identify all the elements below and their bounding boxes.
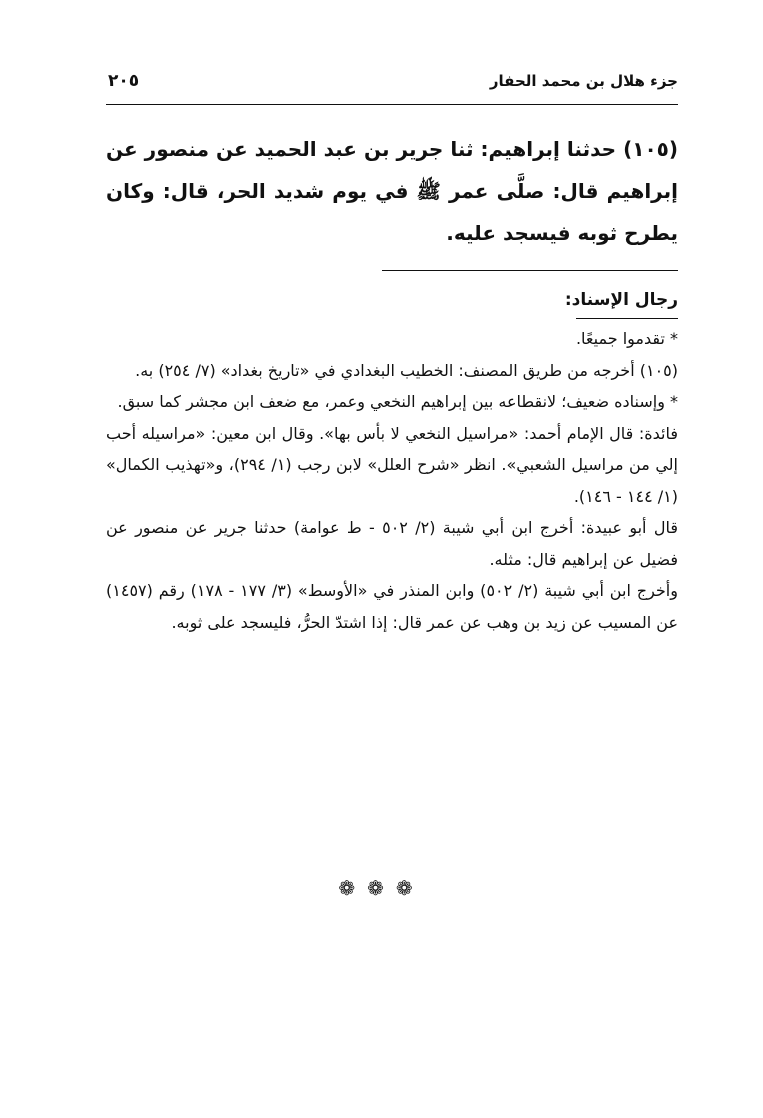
note-paragraph: (١٠٥) أخرجه من طريق المصنف: الخطيب البغدادي في «تاريخ بغداد» (٧/ ٢٥٤) به. xyxy=(135,360,678,380)
main-text: (١٠٥) حدثنا إبراهيم: ثنا جرير بن عبد الحميد عن منصور عن إبراهيم قال: صلَّى عمر ﷺ في يوم شديد الحر، قال: وكان يطرح ثوبه فيسجد عليه. xyxy=(106,137,678,245)
note-paragraph: فائدة: قال الإمام أحمد: «مراسيل النخعي لا بأس بها». وقال ابن معين: «مراسيله أحب إلي من مراسيل الشعبي». انظر «شرح العلل» لابن رجب (١/ ٢٩٤)، و«تهذيب الكمال» (١/ ١٤٤ - ١٤٦). xyxy=(106,423,678,506)
footnote-separator xyxy=(382,270,678,271)
note-paragraph: قال أبو عبيدة: أخرج ابن أبي شيبة (٢/ ٥٠٢ - ط عوامة) حدثنا جرير عن منصور عن فضيل عن إبراهيم قال: مثله. xyxy=(106,518,678,569)
page-number: ٢٠٥ xyxy=(108,71,140,91)
header-title: جزء هلال بن محمد الحفار xyxy=(489,72,678,90)
notes-heading: رجال الإسناد: xyxy=(564,290,678,310)
header-rule xyxy=(106,104,678,105)
footnotes xyxy=(106,323,678,638)
running-header xyxy=(106,72,678,102)
section-end-ornament: ❁❁❁ xyxy=(338,876,425,900)
note-paragraph: * وإسناده ضعيف؛ لانقطاعه بين إبراهيم النخعي وعمر، مع ضعف ابن مجشر كما سبق. xyxy=(117,392,678,411)
notes-heading-underline xyxy=(576,318,678,319)
note-paragraph: * تقدموا جميعًا. xyxy=(575,329,678,348)
note-paragraph: وأخرج ابن أبي شيبة (٢/ ٥٠٢) وابن المنذر في «الأوسط» (٣/ ١٧٧ - ١٧٨) رقم (١٤٥٧) عن المسيب عن زيد بن وهب عن عمر قال: إذا اشتدّ الحرُّ، فليسجد على ثوبه. xyxy=(106,581,678,632)
